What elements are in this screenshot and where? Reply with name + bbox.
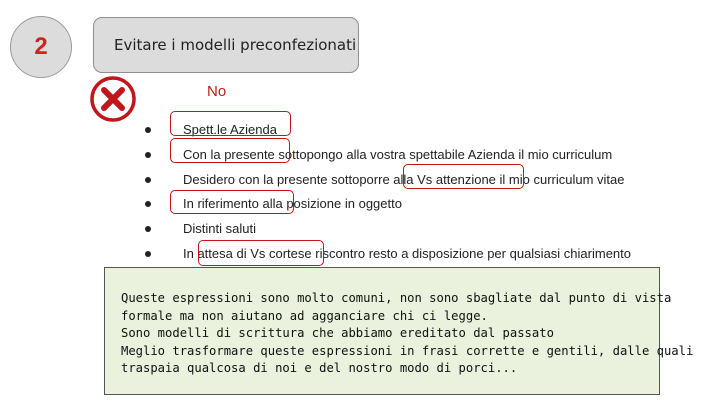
highlight-vs-attenzione <box>403 164 524 189</box>
list-item-text: Desidero con la presente sottoporre alla Vs attenzione il mio curriculum vitae <box>183 171 625 187</box>
bullet-dot <box>145 127 151 133</box>
note-line: Sono modelli di scrittura che abbiamo ereditato dal passato <box>121 326 554 340</box>
bullet-dot <box>145 226 151 232</box>
slide-title: Evitare i modelli preconfezionati <box>114 36 357 54</box>
list-item-text: Distinti saluti <box>183 221 256 237</box>
list-item-text: In riferimento alla posizione in oggetto <box>183 196 402 212</box>
note-line: formale ma non aiutano ad agganciare chi ci legge. <box>121 308 488 323</box>
slide-number: 2 <box>34 33 48 60</box>
note-line: traspaia qualcosa di noi e del nostro modo di porci... <box>121 361 518 375</box>
bullet-dot <box>145 201 151 207</box>
explanation-note <box>104 267 694 395</box>
slide-title-box <box>93 17 359 73</box>
bullet-dot <box>145 152 151 158</box>
x-circle-icon <box>88 75 140 125</box>
list-item-text: In attesa di Vs cortese riscontro resto a disposizione per qualsiasi chiarimento <box>183 245 631 261</box>
note-line: Queste espressioni sono molto comuni, non sono sbagliate dal punto di vista <box>121 291 672 305</box>
no-label: No <box>207 83 227 100</box>
highlight-attesa-vs-cortese <box>198 240 324 266</box>
slide-number-badge <box>10 16 72 78</box>
highlight-spett-le-azienda <box>170 111 291 136</box>
list-item <box>145 217 631 242</box>
bullet-dot <box>145 251 151 257</box>
highlight-in-riferimento-alla <box>170 190 294 214</box>
bullet-dot <box>145 177 151 183</box>
list-item-text: Con la presente sottopongo alla vostra spettabile Azienda il mio curriculum <box>183 146 613 162</box>
list-item-text: Spett.le Azienda <box>183 122 277 137</box>
list-item <box>145 168 631 193</box>
highlight-con-la-presente <box>170 138 290 163</box>
note-line: Meglio trasformare queste espressioni in frasi corrette e gentili, dalle quali <box>121 343 694 358</box>
